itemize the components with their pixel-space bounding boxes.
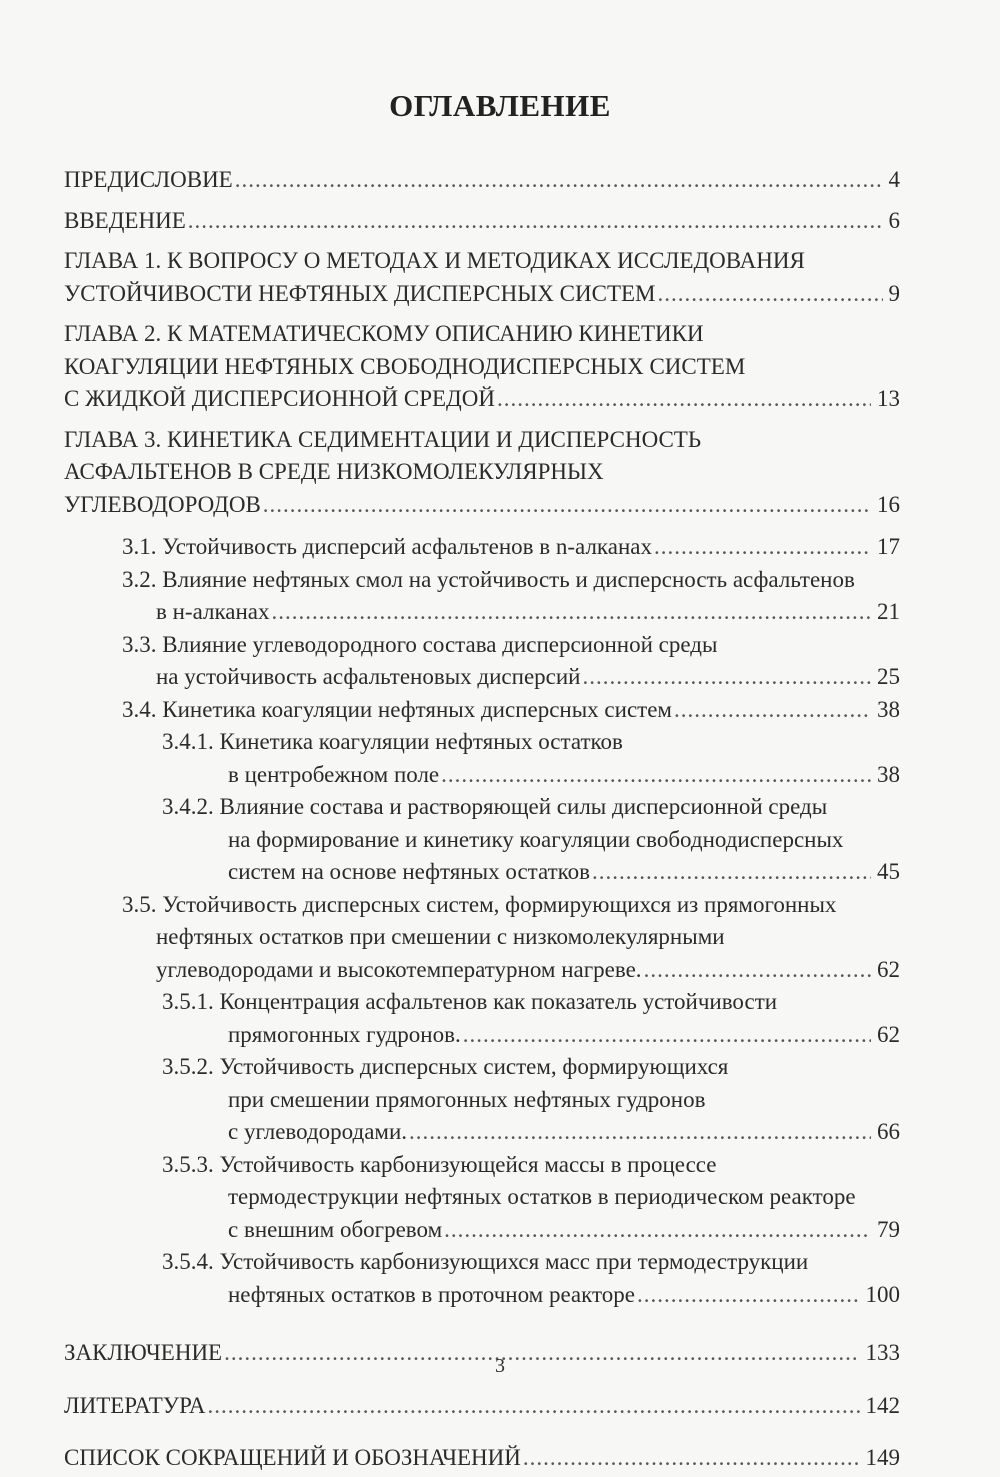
toc-entry-title-line: ГЛАВА 3. КИНЕТИКА СЕДИМЕНТАЦИИ И ДИСПЕРСНОСТЬ	[64, 426, 702, 452]
toc-entry-title-line: АСФАЛЬТЕНОВ В СРЕДЕ НИЗКОМОЛЕКУЛЯРНЫХ	[64, 459, 604, 484]
toc-entry-section-3-5[interactable]	[122, 889, 900, 987]
toc-entry-title-line: 3.5.4. Устойчивость карбонизующихся масс при термодеструкции	[162, 1249, 809, 1274]
dot-leader	[674, 694, 871, 727]
page-title: ОГЛАВЛЕНИЕ	[389, 88, 611, 123]
page-number: 3	[495, 1355, 505, 1377]
toc-entry-title: 3.1. Устойчивость дисперсий асфальтенов в n-алканах	[122, 534, 652, 559]
toc-page-number: 66	[877, 1119, 900, 1144]
toc-page-number: 9	[888, 280, 900, 306]
toc-entry-introduction[interactable]	[64, 205, 900, 238]
toc-page-number: 45	[877, 859, 900, 884]
dot-leader	[497, 383, 871, 416]
toc-entry-title: ВВЕДЕНИЕ	[64, 207, 186, 233]
toc-entry-section-3-4[interactable]	[122, 694, 900, 727]
toc-entry-section-3-4-2[interactable]	[162, 791, 900, 889]
toc-entry-title-line: в н-алканах	[156, 599, 270, 624]
dot-leader	[582, 661, 871, 694]
toc-entry-title-line: КОАГУЛЯЦИИ НЕФТЯНЫХ СВОБОДНОДИСПЕРСНЫХ СИСТЕМ	[64, 353, 746, 379]
toc-entry-title-line: при смешении прямогонных нефтяных гудронов	[228, 1086, 706, 1112]
toc-entry-title-line: УСТОЙЧИВОСТИ НЕФТЯНЫХ ДИСПЕРСНЫХ СИСТЕМ	[64, 280, 656, 306]
toc-entry-title-line: 3.4.1. Кинетика коагуляции нефтяных остатков	[162, 729, 623, 754]
toc-page-number: 4	[888, 167, 900, 192]
dot-leader	[409, 1116, 871, 1149]
dot-leader	[188, 205, 883, 238]
toc-entry-chapter-3[interactable]	[64, 424, 900, 522]
toc-entry-title-line: ГЛАВА 2. К МАТЕМАТИЧЕСКОМУ ОПИСАНИЮ КИНЕТИКИ	[64, 321, 704, 346]
toc-entry-title-line: на устойчивость асфальтеновых дисперсий	[156, 664, 581, 689]
toc-entry-title-line: УГЛЕВОДОРОДОВ	[64, 491, 261, 517]
toc-page-number: 38	[877, 696, 900, 722]
dot-leader	[441, 759, 871, 792]
dot-leader	[654, 531, 871, 564]
dot-leader	[208, 1390, 860, 1423]
toc-entry-chapter-2[interactable]	[64, 318, 900, 416]
toc-entry-title-line: с внешним обогревом	[228, 1216, 443, 1242]
toc-entry-title-line: на формирование и кинетику коагуляции свободнодисперсных	[228, 826, 844, 852]
toc-page-number: 79	[877, 1216, 900, 1242]
table-of-contents	[64, 164, 900, 1475]
toc-page-number: 62	[877, 1021, 900, 1047]
toc-page-number: 17	[877, 534, 900, 559]
toc-entry-chapter-1[interactable]	[64, 245, 900, 310]
toc-entry-section-3-5-2[interactable]	[162, 1051, 900, 1149]
toc-entry-title: ЛИТЕРАТУРА	[64, 1392, 206, 1418]
toc-entry-title-line: С ЖИДКОЙ ДИСПЕРСИОННОЙ СРЕДОЙ	[64, 386, 495, 411]
toc-entry-title: ПРЕДИСЛОВИЕ	[64, 167, 233, 192]
toc-entry-title-line: термодеструкции нефтяных остатков в периодическом реакторе	[228, 1184, 856, 1209]
toc-page-number: 6	[888, 207, 900, 233]
toc-page-number: 133	[865, 1340, 900, 1365]
toc-page-number: 142	[865, 1392, 900, 1418]
toc-entry-title-line: 3.5.3. Устойчивость карбонизующейся массы в процессе	[162, 1151, 717, 1177]
dot-leader	[263, 489, 871, 522]
dot-leader	[444, 1214, 871, 1247]
toc-entry-title-line: прямогонных гудронов.	[228, 1021, 461, 1047]
toc-page-number: 21	[877, 599, 900, 624]
toc-entry-title: ЗАКЛЮЧЕНИЕ	[64, 1340, 223, 1365]
toc-page-number: 62	[877, 956, 900, 982]
toc-entry-title: 3.4. Кинетика коагуляции нефтяных дисперсных систем	[122, 696, 672, 722]
toc-entry-abbreviations[interactable]	[64, 1442, 900, 1475]
dot-leader	[463, 1019, 871, 1052]
toc-entry-title-line: с углеводородами.	[228, 1119, 408, 1144]
toc-entry-title-line: нефтяных остатков в проточном реакторе	[228, 1281, 635, 1307]
toc-page-number: 149	[865, 1445, 900, 1470]
toc-entry-section-3-3[interactable]	[122, 629, 900, 694]
toc-entry-title: СПИСОК СОКРАЩЕНИЙ И ОБОЗНАЧЕНИЙ	[64, 1445, 521, 1470]
toc-entry-section-3-4-1[interactable]	[162, 726, 900, 791]
dot-leader	[658, 278, 883, 311]
toc-page-number: 38	[877, 761, 900, 787]
toc-entry-title-line: 3.3. Влияние углеводородного состава дисперсионной среды	[122, 631, 718, 657]
toc-page-number: 100	[865, 1281, 900, 1307]
toc-entry-title-line: в центробежном поле	[228, 761, 440, 787]
dot-leader	[592, 856, 871, 889]
toc-entry-title-line: 3.2. Влияние нефтяных смол на устойчивость и дисперсность асфальтенов	[122, 566, 855, 592]
toc-entry-section-3-5-1[interactable]	[162, 986, 900, 1051]
toc-entry-title-line: 3.5.2. Устойчивость дисперсных систем, формирующихся	[162, 1054, 729, 1079]
toc-entry-section-3-2[interactable]	[122, 564, 900, 629]
toc-entry-title-line: углеводородами и высокотемпературном нагреве.	[156, 956, 642, 982]
toc-entry-preface[interactable]	[64, 164, 900, 197]
toc-entry-title-line: нефтяных остатков при смешении с низкомолекулярными	[156, 924, 725, 949]
toc-page-number: 16	[877, 491, 900, 517]
toc-entry-title-line: 3.5.1. Концентрация асфальтенов как показатель устойчивости	[162, 989, 778, 1014]
toc-entry-section-3-1[interactable]	[122, 531, 900, 564]
toc-entry-title-line: систем на основе нефтяных остатков	[228, 859, 591, 884]
toc-entry-title-line: 3.5. Устойчивость дисперсных систем, формирующихся из прямогонных	[122, 891, 837, 917]
dot-leader	[644, 954, 871, 987]
toc-page-number: 25	[877, 664, 900, 689]
toc-entry-section-3-5-3[interactable]	[162, 1149, 900, 1247]
dot-leader	[235, 164, 883, 197]
dot-leader	[637, 1279, 860, 1312]
dot-leader	[523, 1442, 860, 1475]
dot-leader	[272, 596, 871, 629]
toc-entry-title-line: 3.4.2. Влияние состава и растворяющей силы дисперсионной среды	[162, 794, 828, 819]
toc-entry-section-3-5-4[interactable]	[162, 1246, 900, 1311]
toc-entry-title-line: ГЛАВА 1. К ВОПРОСУ О МЕТОДАХ И МЕТОДИКАХ ИССЛЕДОВАНИЯ	[64, 248, 805, 273]
toc-page-number: 13	[877, 386, 900, 411]
toc-entry-references[interactable]	[64, 1390, 900, 1423]
